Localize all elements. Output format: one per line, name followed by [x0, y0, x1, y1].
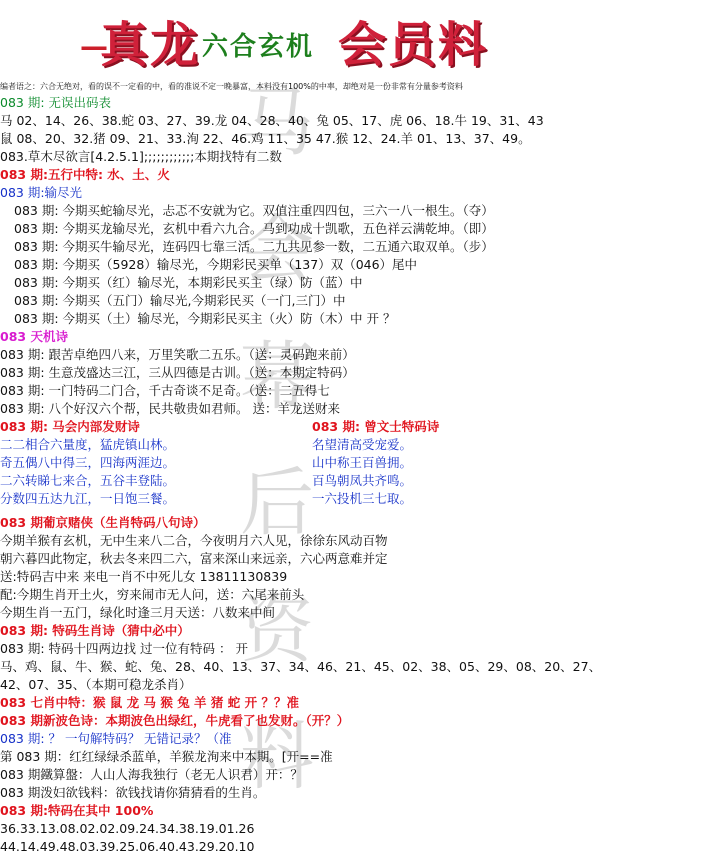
- text-line: 083 期: 今期买（5928）输尽光，今期彩民买单（137）双（046）尾中: [14, 257, 418, 272]
- poem-row: [0, 472, 720, 490]
- section-title: 083 期:输尽光: [0, 185, 83, 200]
- text-line: 083 期新波色诗：本期波色出绿红，牛虎看了也发财。（开？）: [0, 713, 350, 728]
- text-line: 马、鸡、鼠、牛、猴、蛇、兔、28、40、13、37、34、46、21、45、02、38、05、29、08、20、27、: [0, 659, 602, 674]
- text-line: 083 期: 今期买（红）输尽光，本期彩民买主（绿）防（蓝）中: [14, 275, 363, 290]
- header-dash: —: [80, 30, 108, 63]
- poem-row: [0, 490, 720, 508]
- header-title-part2: 六合玄机: [202, 32, 315, 62]
- section-title: 083 期: 特码生肖诗（猜中必中）: [0, 623, 190, 638]
- text-line: 083 期: 今期买牛输尽光，连码四七靠三活。二九共见参一数，二五通六取双单。（步）: [14, 239, 494, 254]
- section-title: 083 期:特码在其中 100%: [0, 803, 154, 818]
- text-line: 鼠 08、20、32.猪 09、21、33.洵 22、46.鸡 11、35 47.猴 12、24.羊 01、13、37、49。: [0, 131, 531, 146]
- poem-row: [0, 436, 720, 454]
- section-title-left: 083 期: 马会内部发财诗: [0, 419, 140, 434]
- text-line: 083 期: 八个好汉六个帮，民共敬贵如君师。 送：羊龙送财来: [0, 401, 340, 416]
- text-line: 今期生肖一五门，绿化时逢三月天送：八数来中间: [0, 605, 276, 620]
- watermark-char: 会: [240, 206, 314, 293]
- text-line: 083 期: 一门特码二门合，千古奇谈不足奇。（送：二五得七: [0, 383, 330, 398]
- poem-right: 山中称王百兽拥。: [312, 455, 413, 470]
- section-title: 083 期葡京赌侠（生肖特码八句诗）: [0, 515, 206, 530]
- section-title: 083 期: 无误出码表: [0, 95, 112, 110]
- header-title-part1: 真龙: [100, 17, 201, 73]
- text-line: 083 期: 跟苦卓绝四八来，万里笑歌二五乐。（送：灵码跑来前）: [0, 347, 355, 362]
- text-line: 083 期: 今期买（五门）输尽光,今期彩民买（一门,三门）中: [14, 293, 346, 308]
- poem-right: 百鸟朝凤共齐鸣。: [312, 473, 413, 488]
- text-line: 083 期: 今期买蛇输尽光，忐忑不安就为它。双值注重四四包，三六一八一根生。（夺）: [14, 203, 494, 218]
- content: [0, 80, 720, 856]
- text-line: 083 期: 今期买龙输尽光，玄机中看六九合。马到功成十凯歌，五色祥云满乾坤。（即）: [14, 221, 494, 236]
- disclaimer: 编者语之：六合无绝对，看的误不一定看的中，看的准说不定一晚暴富，本料没有100%的中率，却绝对是一份非常有分量参考资料: [0, 82, 463, 91]
- watermark-char: 马: [240, 80, 314, 167]
- text-line: 第 083 期：红红绿绿杀蓝单，羊猴龙洵来中本期。[开==准: [0, 749, 333, 764]
- text-line: 083 七肖中特：猴 鼠 龙 马 猴 兔 羊 猪 蛇 开 ？？准: [0, 695, 299, 710]
- watermark-char: 资: [240, 586, 314, 673]
- text-line: 朝六暮四此物定，秋去冬来四二六，富来深山来远亲，六心两意难并定: [0, 551, 388, 566]
- number-line: 44.14.49.48.03.39.25.06.40.43.29.20.10: [0, 839, 255, 854]
- text-line: 083 期: 生意茂盛达三江，三从四德是古训。（送：本期定特码）: [0, 365, 355, 380]
- text-line: 083 期鐵算盤：人山人海我独行（老无人识君）开：？: [0, 767, 303, 782]
- text-line: 马 02、14、26、38.蛇 03、27、39.龙 04、28、40、兔 05、17、虎 06、18.牛 19、31、43: [0, 113, 544, 128]
- page-header: [0, 0, 720, 78]
- header-title-part3: 会员料: [338, 17, 489, 73]
- poem-right: 名望清高受宠爱。: [312, 437, 413, 452]
- poem-left: 二二相合六量度，猛虎镇山林。: [0, 437, 176, 452]
- watermark-char: 幕: [240, 333, 314, 420]
- poem-left: 二六转睇七来合，五谷丰登陆。: [0, 473, 176, 488]
- poem-right: 一六投机三七取。: [312, 491, 413, 506]
- text-line: 083 期: 今期买（土）输尽光，今期彩民买主（火）防（木）中 开 ？: [14, 311, 396, 326]
- text-line: 083.草木尽欲言[4.2.5.1];;;;;;;;;;;;本期找特有二数: [0, 149, 282, 164]
- section-title: 083 天机诗: [0, 329, 68, 344]
- watermark-char: 后: [240, 460, 314, 547]
- two-column-titles: [0, 418, 720, 436]
- watermark-char: 料: [240, 713, 314, 800]
- section-title-right: 083 期: 曾文士特码诗: [312, 419, 440, 434]
- text-line: 送:特码吉中来 来电一肖不中死儿女 13811130839: [0, 569, 288, 584]
- text-line: 083 期: ？ 一句解特码？ 无错记录？（准: [0, 731, 232, 746]
- text-line: 083 期: 特码十四两边找 过一位有特码 ： 开: [0, 641, 248, 656]
- poem-left: 奇五偶八中得三，四海两涯边。: [0, 455, 176, 470]
- text-line: 42、07、35、（本期可稳龙杀肖）: [0, 677, 192, 692]
- section-title: 083 期:五行中特: 水、土、火: [0, 167, 170, 182]
- text-line: 083 期泼妇欲钱料：欲钱找请你猜猜看的生肖。: [0, 785, 266, 800]
- text-line: 配:今期生肖开土火，穷来闹市无人问，送：六尾来前头: [0, 587, 305, 602]
- number-line: 36.33.13.08.02.02.09.24.34.38.19.01.26: [0, 821, 255, 836]
- poem-left: 分数四五达九江，一日饱三餐。: [0, 491, 176, 506]
- text-line: 今期羊猴有玄机，无中生来八二合，今夜明月六人见，徐徐东风动百物: [0, 533, 388, 548]
- poem-row: [0, 454, 720, 472]
